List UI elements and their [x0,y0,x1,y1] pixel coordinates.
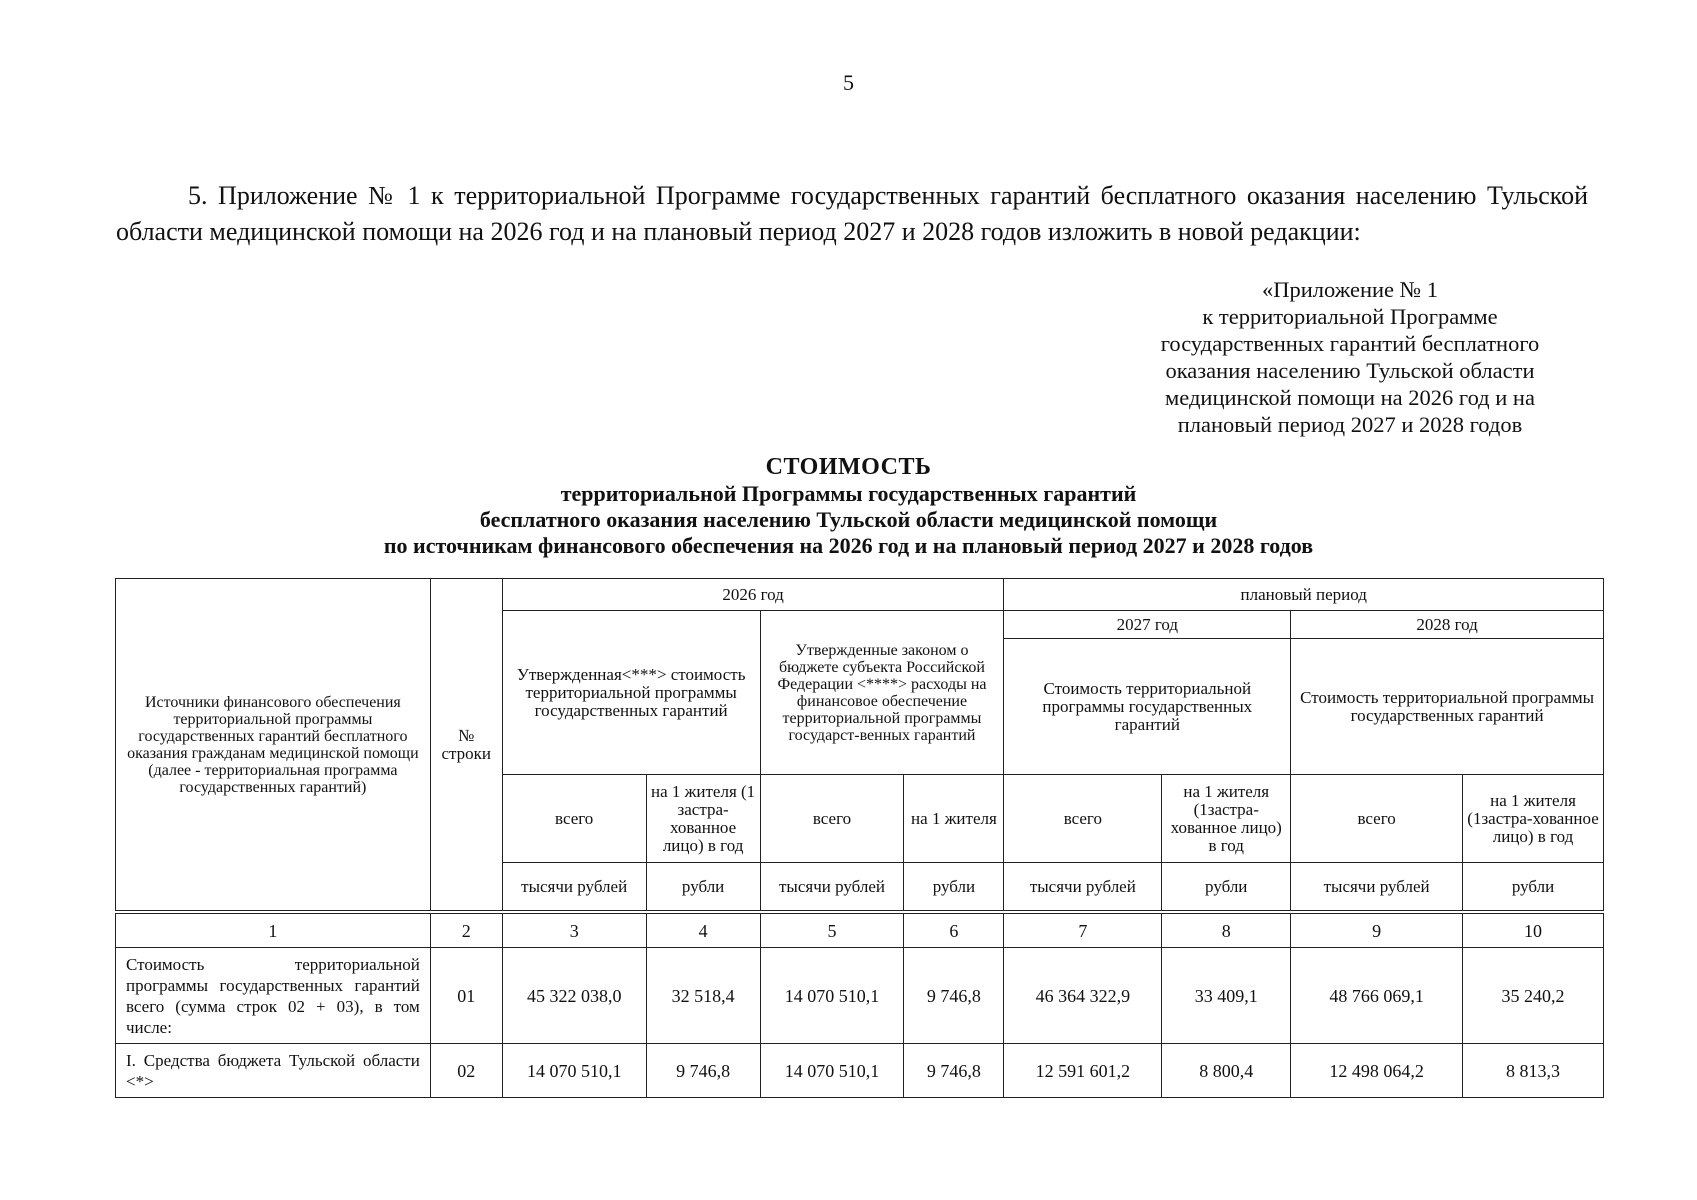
row-number: 01 [430,948,502,1044]
table-header [115,578,1604,911]
header-approved-cost: Утвержденная<***> стоимость территориальной программы государственных гарантий [502,611,760,775]
col-number: 7 [1004,914,1162,948]
header-total: всего [1291,775,1463,863]
unit-thousand: тысячи рублей [1004,863,1162,911]
header-cost-2028: Стоимость территориальной программы государственных гарантий [1291,639,1604,775]
annex-line: «Приложение № 1 [1262,277,1438,302]
header-cost-2027: Стоимость территориальной программы государственных гарантий [1004,639,1291,775]
column-number-row [116,914,1604,948]
value-cell: 46 364 322,9 [1004,948,1162,1044]
value-cell: 14 070 510,1 [760,1044,904,1098]
annex-line: плановый период 2027 и 2028 годов [1177,412,1523,437]
unit-thousand: тысячи рублей [502,863,646,911]
row-label: I. Средства бюджета Тульской области <*> [116,1044,431,1098]
header-row-num: № строки [430,579,502,911]
annex-line: к территориальной Программе [1202,304,1498,329]
row-number: 02 [430,1044,502,1098]
unit-rub: рубли [1463,863,1604,911]
header-year-2027: 2027 год [1004,611,1291,639]
intro-text: 5. Приложение № 1 к территориальной Программе государственных гарантий бесплатного оказания населению Тульской области медицинской помощи на 2026 год и на плановый период 2027 и 2028 годов изложить в новой редакции: [116,181,1588,246]
annex-line: государственных гарантий бесплатного [1160,331,1540,356]
row-label: Стоимость территориальной программы государственных гарантий всего (сумма строк 02 + 03), в том числе: [116,948,431,1044]
header-year-2026: 2026 год [502,579,1004,611]
value-cell: 12 498 064,2 [1291,1044,1463,1098]
title-line: бесплатного оказания населению Тульской области медицинской помощи [479,507,1218,532]
title-line: по источникам финансового обеспечения на 2026 год и на плановый период 2027 и 2028 годов [383,533,1314,558]
header-per-resident: на 1 жителя [904,775,1004,863]
value-cell: 9 746,8 [904,948,1004,1044]
value-cell: 32 518,4 [646,948,760,1044]
unit-rub: рубли [904,863,1004,911]
header-total: всего [1004,775,1162,863]
value-cell: 33 409,1 [1162,948,1291,1044]
header-per-insured: на 1 жителя (1застра-хованное лицо) в год [1463,775,1604,863]
unit-thousand: тысячи рублей [760,863,904,911]
header-total: всего [760,775,904,863]
value-cell: 9 746,8 [646,1044,760,1098]
title-line: СТОИМОСТЬ [765,454,932,480]
title-line: территориальной Программы государственных гарантий [560,481,1137,506]
col-number: 4 [646,914,760,948]
col-number: 9 [1291,914,1463,948]
header-planned-period: плановый период [1004,579,1604,611]
annex-header [1120,276,1580,438]
col-number: 5 [760,914,904,948]
annex-line: медицинской помощи на 2026 год и на [1165,385,1535,410]
annex-line: оказания населению Тульской области [1165,358,1535,383]
value-cell: 35 240,2 [1463,948,1604,1044]
unit-rub: рубли [646,863,760,911]
intro-paragraph [116,178,1588,250]
value-cell: 8 813,3 [1463,1044,1604,1098]
value-cell: 14 070 510,1 [502,1044,646,1098]
col-number: 3 [502,914,646,948]
document-title [0,453,1697,559]
table-row [116,948,1604,1044]
value-cell: 12 591 601,2 [1004,1044,1162,1098]
col-number: 8 [1162,914,1291,948]
col-number: 6 [904,914,1004,948]
value-cell: 45 322 038,0 [502,948,646,1044]
table-body [115,913,1604,1098]
value-cell: 48 766 069,1 [1291,948,1463,1044]
header-per-insured: на 1 жителя (1 застра-хованное лицо) в год [646,775,760,863]
header-source: Источники финансового обеспечения территориальной программы государственных гарантий бесплатного оказания гражданам медицинской помощи (далее - территориальная программа государственных гарантий) [116,579,431,911]
header-year-2028: 2028 год [1291,611,1604,639]
col-number: 2 [430,914,502,948]
value-cell: 8 800,4 [1162,1044,1291,1098]
header-total: всего [502,775,646,863]
header-per-insured: на 1 жителя (1застра-хованное лицо) в год [1162,775,1291,863]
table-row [116,1044,1604,1098]
unit-rub: рубли [1162,863,1291,911]
col-number: 10 [1463,914,1604,948]
col-number: 1 [116,914,431,948]
value-cell: 14 070 510,1 [760,948,904,1044]
header-approved-law: Утвержденные законом о бюджете субъекта Российской Федерации <****> расходы на финансовое обеспечение территориальной программы государст-венных гарантий [760,611,1004,775]
value-cell: 9 746,8 [904,1044,1004,1098]
unit-thousand: тысячи рублей [1291,863,1463,911]
page-number: 5 [843,70,854,95]
